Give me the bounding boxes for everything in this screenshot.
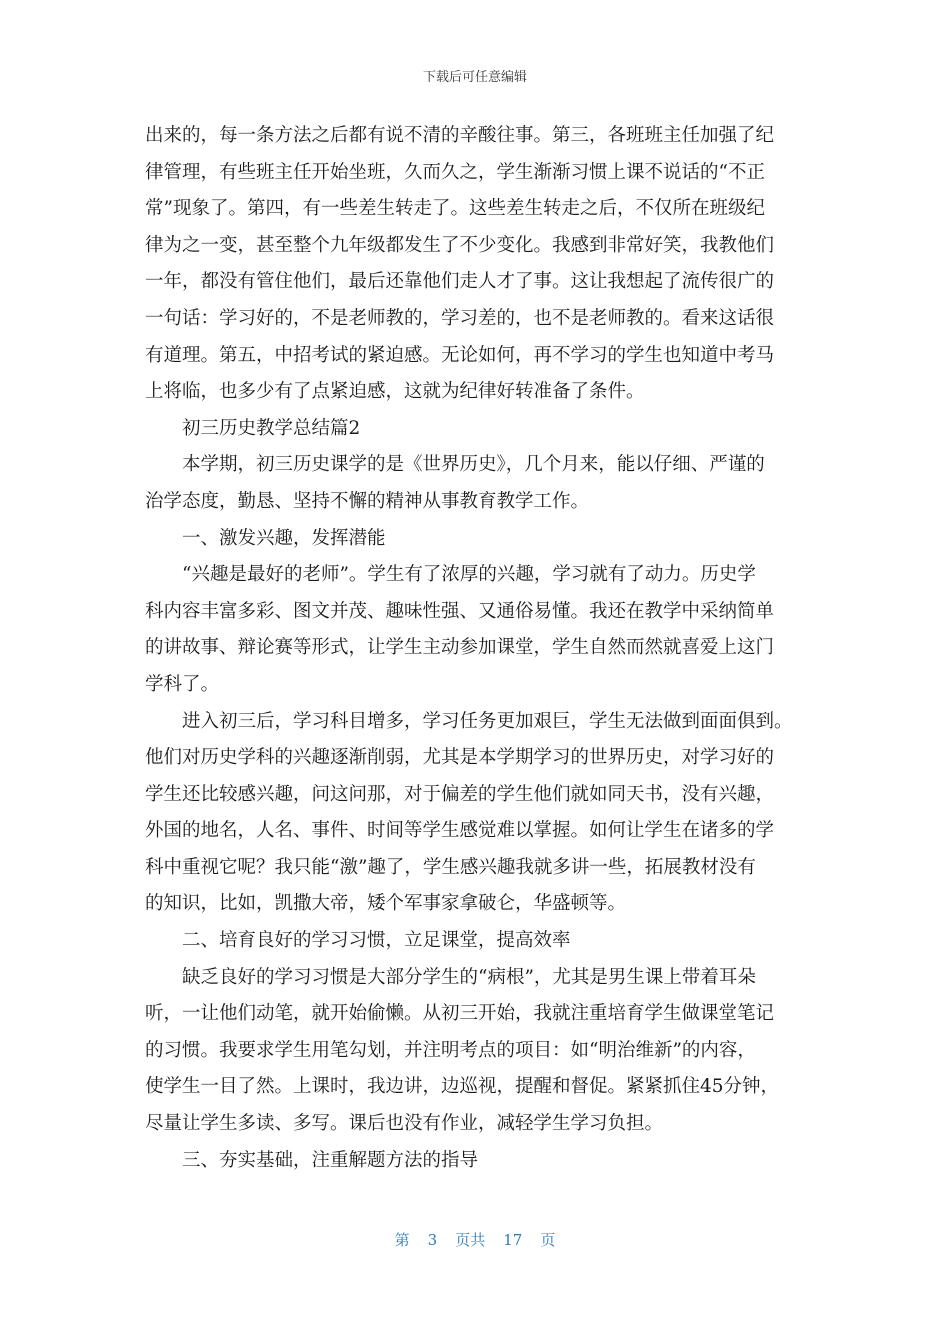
text-line: 科内容丰富多彩、图文并茂、趣味性强、又通俗易懂。我还在教学中采纳简单	[145, 600, 775, 622]
text-line: 律管理，有些班主任开始坐班，久而久之，学生渐渐习惯上课不说话的“不正	[145, 161, 765, 183]
text-line: “兴趣是最好的老师”。学生有了浓厚的兴趣，学习就有了动力。历史学	[182, 564, 756, 586]
text-line: 出来的，每一条方法之后都有说不清的辛酸往事。第三，各班班主任加强了纪	[145, 125, 775, 146]
page-header: 下载后可任意编辑	[422, 70, 527, 85]
text-line: 初三历史教学总结篇2	[182, 417, 361, 439]
text-line: 外国的地名，人名、事件、时间等学生感觉难以掌握。如何让学生在诸多的学	[145, 820, 775, 842]
text-line: 本学期，初三历史课学的是《世界历史》，几个月来，能以仔细、严谨的	[182, 454, 765, 476]
text-line: 常”现象了。第四，有一些差生转走了。这些差生转走之后，不仅所在班级纪	[145, 198, 765, 220]
footer-label-di: 第	[394, 1231, 410, 1249]
text-line: 尽量让学生多读、多写。课后也没有作业，减轻学生学习负担。	[145, 1113, 664, 1135]
text-line: 的知识，比如，凯撒大帝，矮个军事家拿破仑，华盛顿等。	[145, 893, 627, 915]
text-line: 缺乏良好的学习习惯是大部分学生的“病根”，尤其是男生课上带着耳朵	[182, 966, 756, 988]
footer-label-ye: 页	[540, 1231, 556, 1249]
text-line: 上将临，也多少有了点紧迫感，这就为纪律好转准备了条件。	[145, 381, 645, 403]
footer-label-ye-gong: 页共	[455, 1231, 486, 1249]
text-line: 听，一让他们动笔，就开始偷懒。从初三开始，我就注重培育学生做课堂笔记	[145, 1003, 775, 1025]
footer-total-pages: 17	[503, 1231, 523, 1249]
text-line: 的讲故事、辩论赛等形式，让学生主动参加课堂，学生自然而然就喜爱上这门	[145, 637, 775, 659]
text-line: 进入初三后，学习科目增多，学习任务更加艰巨，学生无法做到面面俱到。	[182, 710, 793, 732]
text-line: 的习惯。我要求学生用笔勾划，并注明考点的项目：如“明治维新”的内容，	[145, 1039, 756, 1061]
text-line: 三、夯实基础，注重解题方法的指导	[182, 1149, 479, 1171]
text-line: 使学生一目了然。上课时，我边讲，边巡视，提醒和督促。紧紧抓住45分钟，	[145, 1076, 780, 1098]
text-line: 一年，都没有管住他们，最后还靠他们走人才了事。这让我想起了流传很广的	[145, 271, 775, 293]
text-line: 律为之一变，甚至整个九年级都发生了不少变化。我感到非常好笑，我教他们	[145, 234, 775, 256]
page-footer	[0, 1229, 950, 1250]
document-body	[145, 118, 810, 1179]
text-line: 他们对历史学科的兴趣逐渐削弱，尤其是本学期学习的世界历史，对学习好的	[145, 747, 775, 769]
text-line: 科中重视它呢？我只能“激”趣了，学生感兴趣我就多讲一些，拓展教材没有	[145, 856, 756, 878]
text-line: 学科了。	[145, 673, 220, 695]
text-line: 二、培育良好的学习习惯，立足课堂，提高效率	[182, 930, 571, 952]
text-line: 有道理。第五，中招考试的紧迫感。无论如何，再不学习的学生也知道中考马	[145, 344, 775, 366]
text-line: 一、激发兴趣，发挥潜能	[182, 527, 386, 549]
footer-page-number: 3	[427, 1231, 438, 1249]
text-line: 治学态度，勤恳、坚持不懈的精神从事教育教学工作。	[145, 490, 590, 512]
text-line: 学生还比较感兴趣，问这问那，对于偏差的学生他们就如同天书，没有兴趣，	[145, 783, 775, 805]
text-line: 一句话：学习好的，不是老师教的，学习差的，也不是老师教的。看来这话很	[145, 307, 775, 329]
